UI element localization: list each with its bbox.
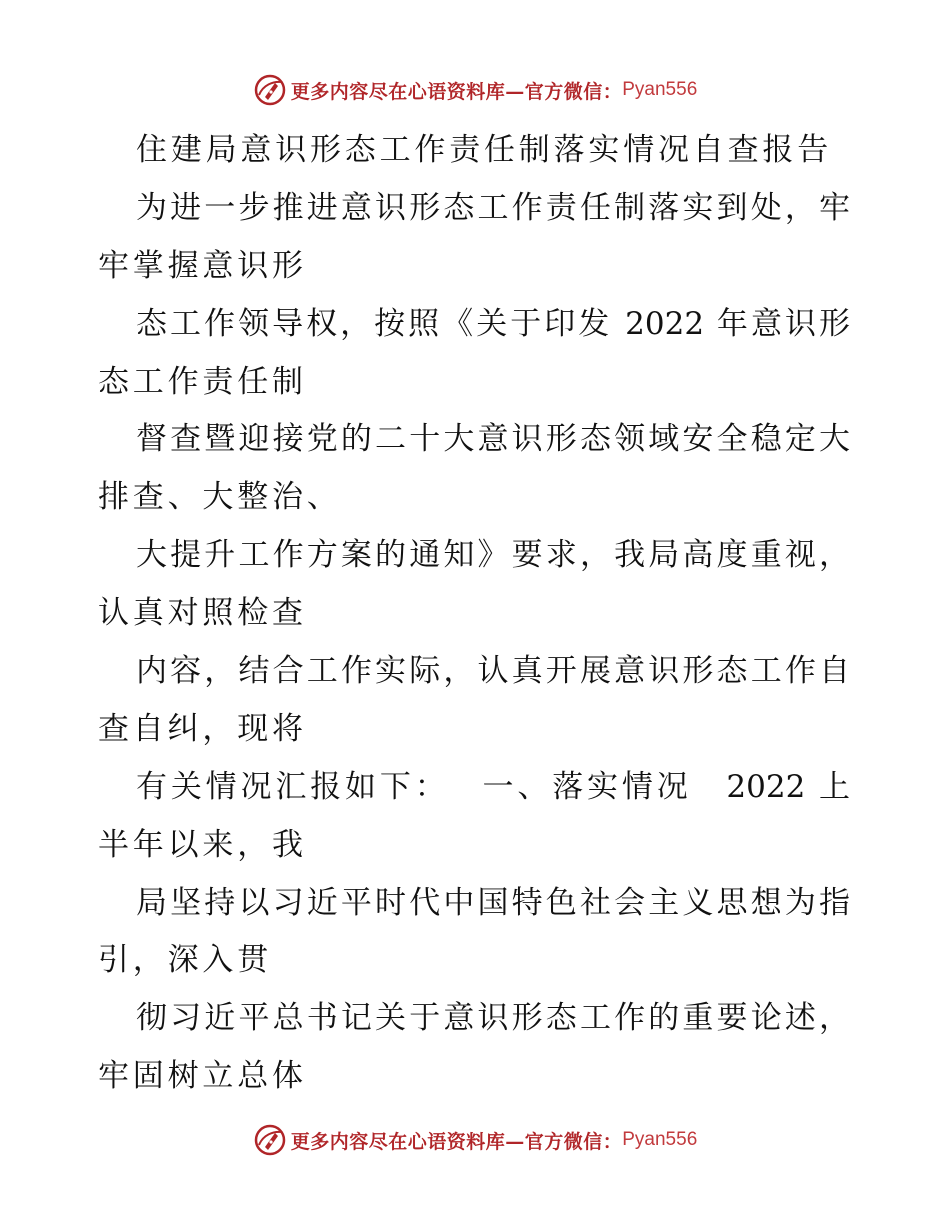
document-body bbox=[98, 122, 858, 1106]
text-line: 牢固树立总体 bbox=[98, 1058, 307, 1095]
text-line: 查自纠，现将 bbox=[98, 710, 307, 747]
text-line: 牢掌握意识形 bbox=[98, 247, 307, 284]
text-line: 为进一步推进意识形态工作责任制落实到处，牢 bbox=[136, 189, 850, 226]
pen-nib-circle-icon bbox=[253, 73, 287, 107]
text-line: 态工作责任制 bbox=[98, 363, 307, 400]
text-line: 彻习近平总书记关于意识形态工作的重要论述， bbox=[136, 1000, 850, 1037]
watermark-banner-bottom bbox=[0, 1120, 950, 1160]
text-line: 半年以来，我 bbox=[98, 826, 307, 863]
text-line: 认真对照检查 bbox=[98, 595, 307, 632]
text-line: 督查暨迎接党的二十大意识形态领域安全稳定大 bbox=[136, 421, 850, 458]
text-line: 局坚持以习近平时代中国特色社会主义思想为指 bbox=[136, 884, 850, 921]
text-line: 排查、大整治、 bbox=[98, 479, 342, 516]
document-title: 住建局意识形态工作责任制落实情况自查报告 bbox=[136, 132, 832, 168]
text-line: 引，深入贯 bbox=[98, 942, 272, 979]
text-line: 态工作领导权，按照《关于印发 2022 年意识形 bbox=[136, 305, 850, 342]
watermark-text: 更多内容尽在心语资料库—官方微信： bbox=[290, 1130, 623, 1153]
watermark-text: 更多内容尽在心语资料库—官方微信： bbox=[290, 80, 623, 103]
text-line: 大提升工作方案的通知》要求，我局高度重视， bbox=[136, 537, 850, 574]
watermark-account: Pyan556 bbox=[622, 79, 698, 100]
text-line: 有关情况汇报如下： 一、落实情况 2022 上 bbox=[136, 768, 850, 805]
text-line: 内容，结合工作实际，认真开展意识形态工作自 bbox=[136, 653, 850, 690]
watermark-account: Pyan556 bbox=[622, 1129, 698, 1150]
watermark-banner-top bbox=[0, 70, 950, 110]
pen-nib-circle-icon bbox=[253, 1123, 287, 1157]
